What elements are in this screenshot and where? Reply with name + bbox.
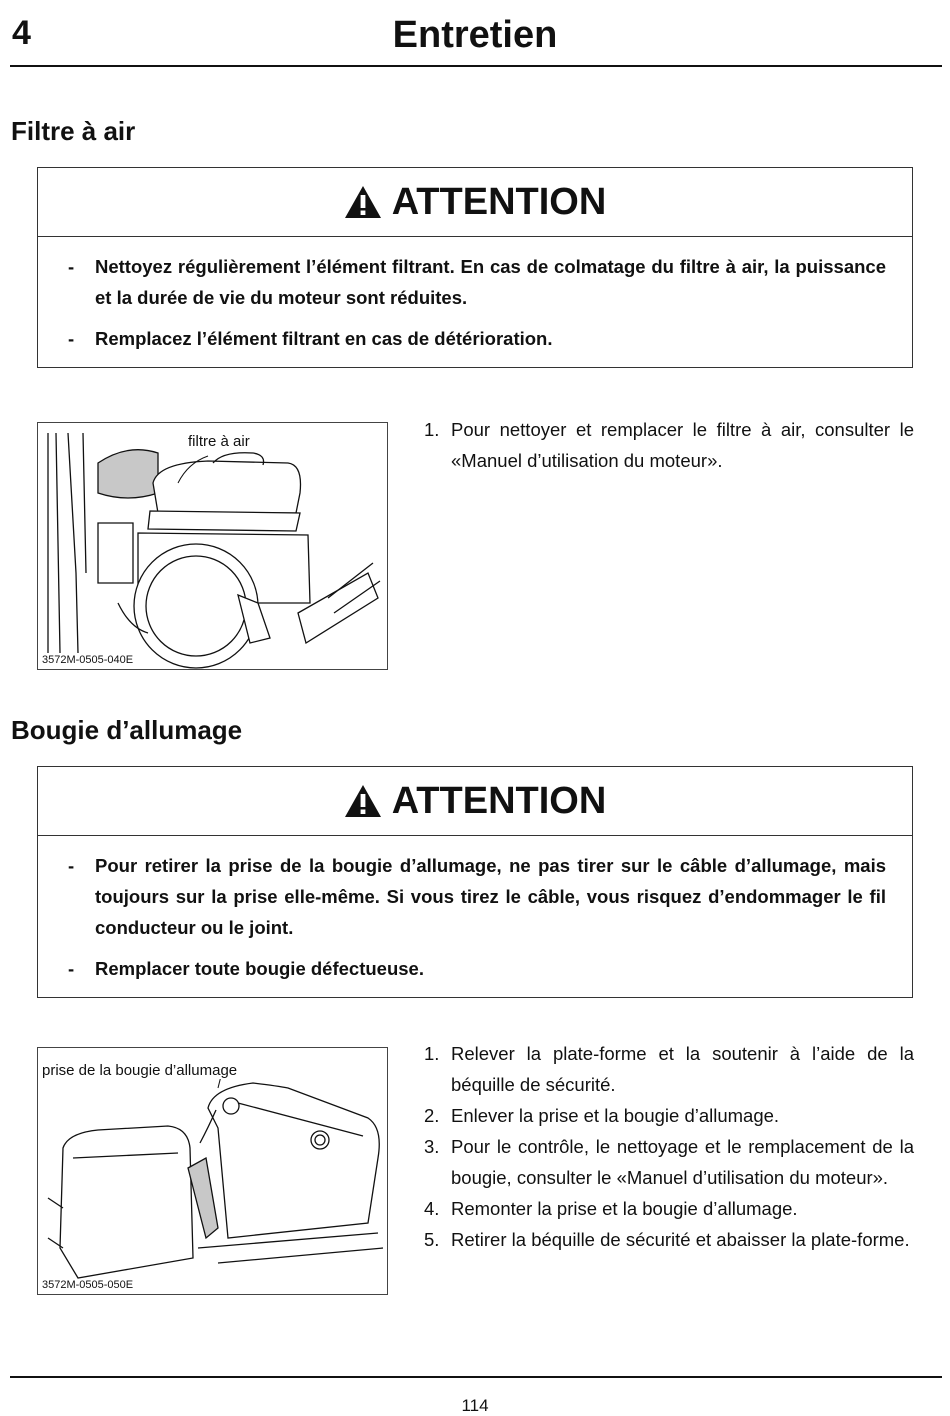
list-item: 4. Remonter la prise et la bougie d’allumage. [424, 1198, 798, 1219]
list-item: 1. Relever la plate-forme et la soutenir à l’aide de la béquille de sécurité. [424, 1043, 914, 1095]
section-title-air-filter: Filtre à air [11, 116, 136, 146]
figure-air-filter [37, 422, 388, 670]
footer-rule [10, 1376, 942, 1378]
list-item: 1. Pour nettoyer et remplacer le filtre à air, consulter le «Manuel d’utilisation du moteur». [424, 419, 914, 471]
attention-header [38, 168, 912, 237]
warning-triangle-icon [344, 185, 382, 219]
attention-box-air-filter [37, 167, 913, 368]
warning-triangle-icon [344, 784, 382, 818]
warning-item: - Nettoyez régulièrement l’élément filtrant. En cas de colmatage du filtre à air, la puissance et la durée de vie du moteur sont réduites. [68, 256, 886, 308]
attention-header [38, 767, 912, 836]
warning-item: - Remplacez l’élément filtrant en cas de détérioration. [68, 328, 553, 349]
attention-box-spark-plug [37, 766, 913, 998]
spark-plug-illustration [38, 1048, 388, 1295]
steps-spark-plug [424, 1038, 914, 1255]
list-item: 3. Pour le contrôle, le nettoyage et le remplacement de la bougie, consulter le «Manuel d’utilisation du moteur». [424, 1136, 914, 1188]
engine-illustration [38, 423, 388, 670]
warning-item: - Remplacer toute bougie défectueuse. [68, 958, 424, 979]
figure-label: prise de la bougie d’allumage [42, 1062, 238, 1079]
figure-spark-plug [37, 1047, 388, 1295]
attention-label: ATTENTION [391, 180, 607, 223]
warning-item: - Pour retirer la prise de la bougie d’allumage, ne pas tirer sur le câble d’allumage, mais toujours sur la prise elle-même. Si vous tirez le câble, vous risquez d’endommager le fil conducteur ou le joint. [68, 855, 886, 938]
steps-air-filter [424, 414, 914, 476]
figure-code: 3572M-0505-050E [42, 1279, 134, 1291]
chapter-title: Entretien [392, 14, 558, 56]
chapter-number: 4 [12, 14, 31, 52]
attention-label: ATTENTION [391, 779, 607, 822]
page-number: 114 [461, 1396, 489, 1415]
list-item: 2. Enlever la prise et la bougie d’allumage. [424, 1105, 780, 1126]
figure-code: 3572M-0505-040E [42, 654, 134, 666]
header-rule [10, 65, 942, 67]
list-item: 5. Retirer la béquille de sécurité et abaisser la plate-forme. [424, 1229, 910, 1250]
figure-label: filtre à air [188, 433, 250, 450]
section-title-spark-plug: Bougie d’allumage [11, 715, 243, 745]
